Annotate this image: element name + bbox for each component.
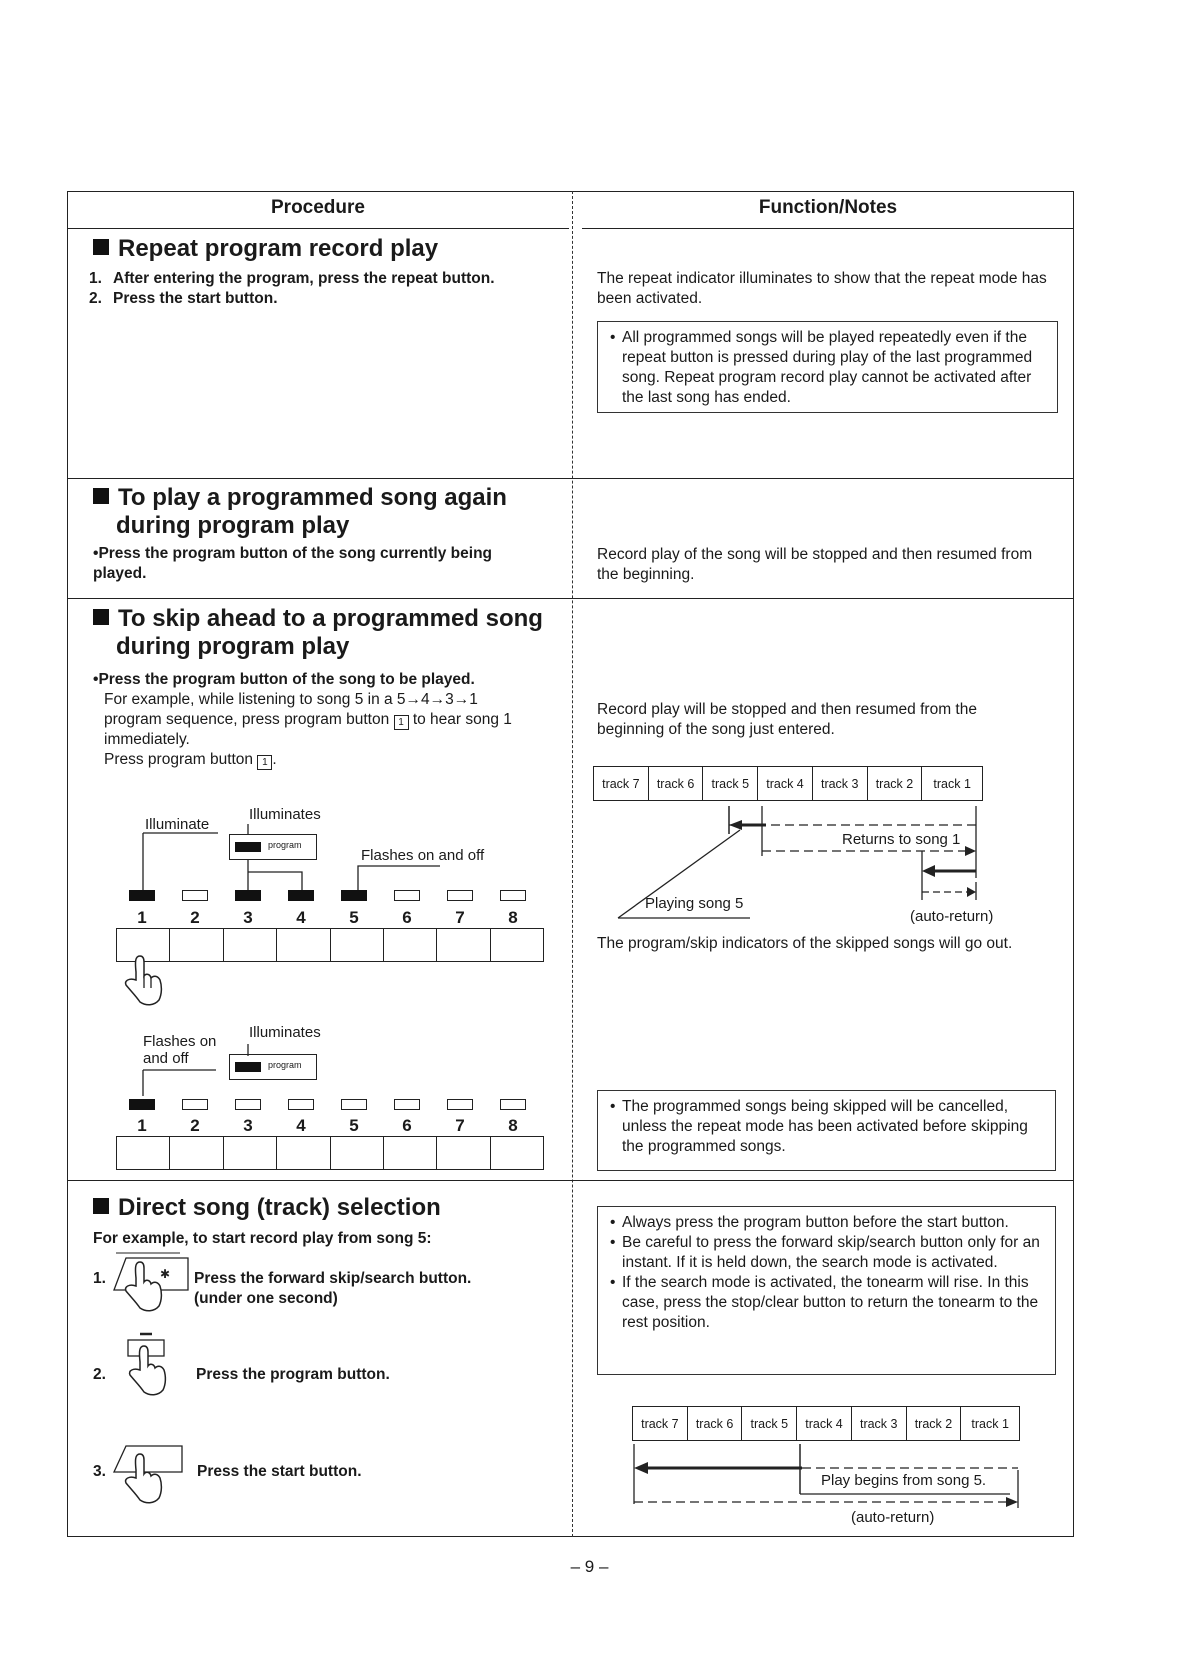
bullet-icon: • <box>93 671 99 688</box>
section-title-direct <box>93 1194 441 1222</box>
play-again-note: Record play of the song will be stopped and then resumed from the beginning. <box>597 546 1033 583</box>
bullet-icon: • <box>610 1234 616 1251</box>
play-begins-label: Play begins from song 5. <box>821 1472 987 1489</box>
program-number: 5 <box>349 908 359 927</box>
bullet-icon: • <box>610 1098 616 1115</box>
bullet-icon: • <box>610 1214 616 1231</box>
section-title-text: Repeat program record play <box>118 235 439 262</box>
square-bullet-icon <box>93 488 109 504</box>
auto-return-label: (auto-return) <box>851 1509 935 1526</box>
program-button-5[interactable] <box>331 1137 384 1169</box>
indicator-6-off <box>394 890 420 901</box>
track-cell: track 7 <box>594 767 649 800</box>
illuminate-label: Illuminate <box>145 816 210 833</box>
track-cell: track 6 <box>688 1407 743 1440</box>
track-cell: track 3 <box>852 1407 907 1440</box>
track-sequence-1 <box>593 766 983 801</box>
auto-return-label: (auto-return) <box>910 908 994 925</box>
indicator-4-off <box>288 1099 314 1110</box>
skip-example-line2 <box>104 710 512 730</box>
program-button-4[interactable] <box>277 929 330 961</box>
track-cell: track 2 <box>907 1407 962 1440</box>
playing-label: Playing song 5 <box>645 895 744 912</box>
step-number: 2. <box>93 1366 106 1383</box>
step-text: Press the start button. <box>197 1463 362 1480</box>
track-cell: track 2 <box>868 767 923 800</box>
skip-instruction <box>93 670 475 690</box>
program-button-1-symbol: 1 <box>394 715 409 730</box>
indicator-8-off <box>500 890 526 901</box>
caution-text: All programmed songs will be played repeatedly even if the repeat button is pressed during play of the last programmed song. Repeat program record play cannot be activated after the last song has ended. <box>622 329 1033 406</box>
track-cell: track 1 <box>933 776 971 791</box>
direct-example: For example, to start record play from song 5: <box>93 1230 432 1247</box>
bullet-icon: • <box>610 329 616 346</box>
skip-example-line1: For example, while listening to song 5 in a 5→4→3→1 <box>104 691 478 708</box>
program-number: 4 <box>296 908 306 927</box>
section-rule-2 <box>67 598 1074 599</box>
indicator-2-off <box>182 890 208 901</box>
section-title-skip <box>93 605 543 633</box>
diagram2-leader-lines <box>110 1040 310 1100</box>
skip-caution-box <box>597 1090 1056 1171</box>
section-rule-1 <box>67 478 1074 479</box>
flashes-label-line2: and off <box>143 1050 189 1067</box>
indicator-6-off <box>394 1099 420 1110</box>
program-number: 6 <box>402 908 412 927</box>
program-number: 8 <box>508 908 518 927</box>
track-cell: track 5 <box>703 767 758 800</box>
track-cell: track 5 <box>742 1407 797 1440</box>
track-cell: track 6 <box>649 767 704 800</box>
repeat-note: The repeat indicator illuminates to show that the repeat mode has been activated. <box>597 270 1047 307</box>
program-number: 1 <box>137 908 147 927</box>
caution-text: Be careful to press the forward skip/search button only for an instant. If it is held down, the search mode is activated. <box>622 1234 1040 1271</box>
repeat-caution-box <box>597 321 1058 413</box>
square-bullet-icon <box>93 609 109 625</box>
bullet-icon: • <box>610 1274 616 1291</box>
illuminates-label: Illuminates <box>249 1024 321 1041</box>
page-number: – 9 – <box>570 1557 609 1576</box>
instruction-text: Press the program button of the song to be played. <box>98 671 475 688</box>
program-number: 8 <box>508 1116 518 1135</box>
indicator-1-lit <box>129 890 155 901</box>
procedure-header: Procedure <box>271 197 365 218</box>
header-rule-left <box>67 228 569 229</box>
example-text: to hear song 1 <box>412 711 512 728</box>
caution-text: If the search mode is activated, the tonearm will rise. In this case, press the stop/clear button to return the tonearm to the rest position. <box>622 1274 1039 1331</box>
indicator-3-off <box>235 1099 261 1110</box>
program-number: 1 <box>137 1116 147 1135</box>
returns-label: Returns to song 1 <box>842 831 961 848</box>
pressing-hand-icon <box>118 952 168 1010</box>
step-number: 1. <box>89 270 102 287</box>
program-button-3[interactable] <box>224 1137 277 1169</box>
diagram1-leader-lines <box>110 820 550 900</box>
indicator-1-flashing <box>129 1099 155 1110</box>
program-buttons-row[interactable] <box>116 928 544 962</box>
example-text: Press program button <box>104 751 254 768</box>
program-button-icon <box>118 1330 178 1400</box>
program-button-8[interactable] <box>491 1137 543 1169</box>
step-text: Press the forward skip/search button. <box>194 1270 472 1287</box>
instruction-text: Press the program button of the song currently being played. <box>93 545 492 582</box>
section-title-play-again <box>93 484 507 512</box>
program-button-2[interactable] <box>170 929 223 961</box>
bullet-icon: • <box>93 545 99 562</box>
program-number: 5 <box>349 1116 359 1135</box>
program-number: 7 <box>455 908 465 927</box>
step-number: 3. <box>93 1463 106 1480</box>
step-number: 2. <box>89 290 102 307</box>
section-title-text: To skip ahead to a programmed song <box>118 605 543 632</box>
track-cell: track 1 <box>971 1416 1009 1431</box>
section-title-line2: during program play <box>116 512 350 539</box>
skipped-note: The program/skip indicators of the skipped songs will go out. <box>597 935 1013 952</box>
program-button-6[interactable] <box>384 1137 437 1169</box>
illuminates-label: Illuminates <box>249 806 321 823</box>
step-text: After entering the program, press the repeat button. <box>113 270 495 287</box>
section-title-text: Direct song (track) selection <box>118 1194 441 1221</box>
indicator-8-off <box>500 1099 526 1110</box>
flashes-label: Flashes on and off <box>361 847 485 864</box>
program-number: 2 <box>190 1116 200 1135</box>
section-rule-3 <box>67 1180 1074 1181</box>
indicator-7-off <box>447 1099 473 1110</box>
function-notes-header: Function/Notes <box>758 197 898 218</box>
caution-text: Always press the program button before the start button. <box>622 1214 1009 1231</box>
track-cell: track 7 <box>633 1407 688 1440</box>
start-button-icon <box>108 1440 188 1510</box>
caution-text: The programmed songs being skipped will be cancelled, unless the repeat mode has been activated before skipping the programmed songs. <box>622 1098 1028 1155</box>
program-button-7[interactable] <box>437 1137 490 1169</box>
step-text: (under one second) <box>194 1290 338 1307</box>
program-number: 3 <box>243 1116 253 1135</box>
play-again-instruction <box>93 544 533 584</box>
section-title-line2: during program play <box>116 633 350 660</box>
skip-press-line: Press program button 1 . <box>104 751 277 768</box>
square-bullet-icon <box>93 239 109 255</box>
program-button-1[interactable] <box>117 1137 170 1169</box>
square-bullet-icon <box>93 1198 109 1214</box>
track-sequence-2 <box>632 1406 1020 1441</box>
program-number: 6 <box>402 1116 412 1135</box>
skip-search-button-icon <box>108 1248 196 1318</box>
indicator-3-lit <box>235 890 261 901</box>
column-divider <box>572 191 573 1537</box>
program-number: 7 <box>455 1116 465 1135</box>
program-button-3[interactable] <box>224 929 277 961</box>
program-button-6[interactable] <box>384 929 437 961</box>
program-number: 3 <box>243 908 253 927</box>
section-title-text: To play a programmed song again <box>118 484 507 511</box>
program-button-8[interactable] <box>491 929 543 961</box>
program-label: program <box>268 1060 302 1070</box>
program-number: 4 <box>296 1116 306 1135</box>
indicator-7-off <box>447 890 473 901</box>
indicator-4-lit <box>288 890 314 901</box>
step-text: Press the program button. <box>196 1366 390 1383</box>
program-button-7[interactable] <box>437 929 490 961</box>
step-text: Press the start button. <box>113 290 278 307</box>
indicator-2-off <box>182 1099 208 1110</box>
indicator-5-flashing <box>341 890 367 901</box>
program-button-2[interactable] <box>170 1137 223 1169</box>
program-label: program <box>268 840 302 850</box>
track-cell: track 4 <box>758 767 813 800</box>
svg-text:✱: ✱ <box>160 1267 171 1281</box>
program-button-5[interactable] <box>331 929 384 961</box>
step-number: 1. <box>93 1270 106 1287</box>
program-button-1-symbol: 1 <box>257 755 272 770</box>
track-cell: track 4 <box>797 1407 852 1440</box>
example-text: program sequence, press program button <box>104 711 390 728</box>
flashes-label: Flashes on <box>143 1033 217 1050</box>
header-rule-right <box>582 228 1074 229</box>
indicator-5-off <box>341 1099 367 1110</box>
direct-caution-box <box>597 1206 1056 1375</box>
program-number: 2 <box>190 908 200 927</box>
section-title-repeat <box>93 235 438 263</box>
track-cell: track 3 <box>813 767 868 800</box>
program-buttons-row[interactable] <box>116 1136 544 1170</box>
skip-note: Record play will be stopped and then resumed from the beginning of the song just entered. <box>597 701 977 738</box>
program-button-4[interactable] <box>277 1137 330 1169</box>
skip-example-line3: immediately. <box>104 731 190 748</box>
